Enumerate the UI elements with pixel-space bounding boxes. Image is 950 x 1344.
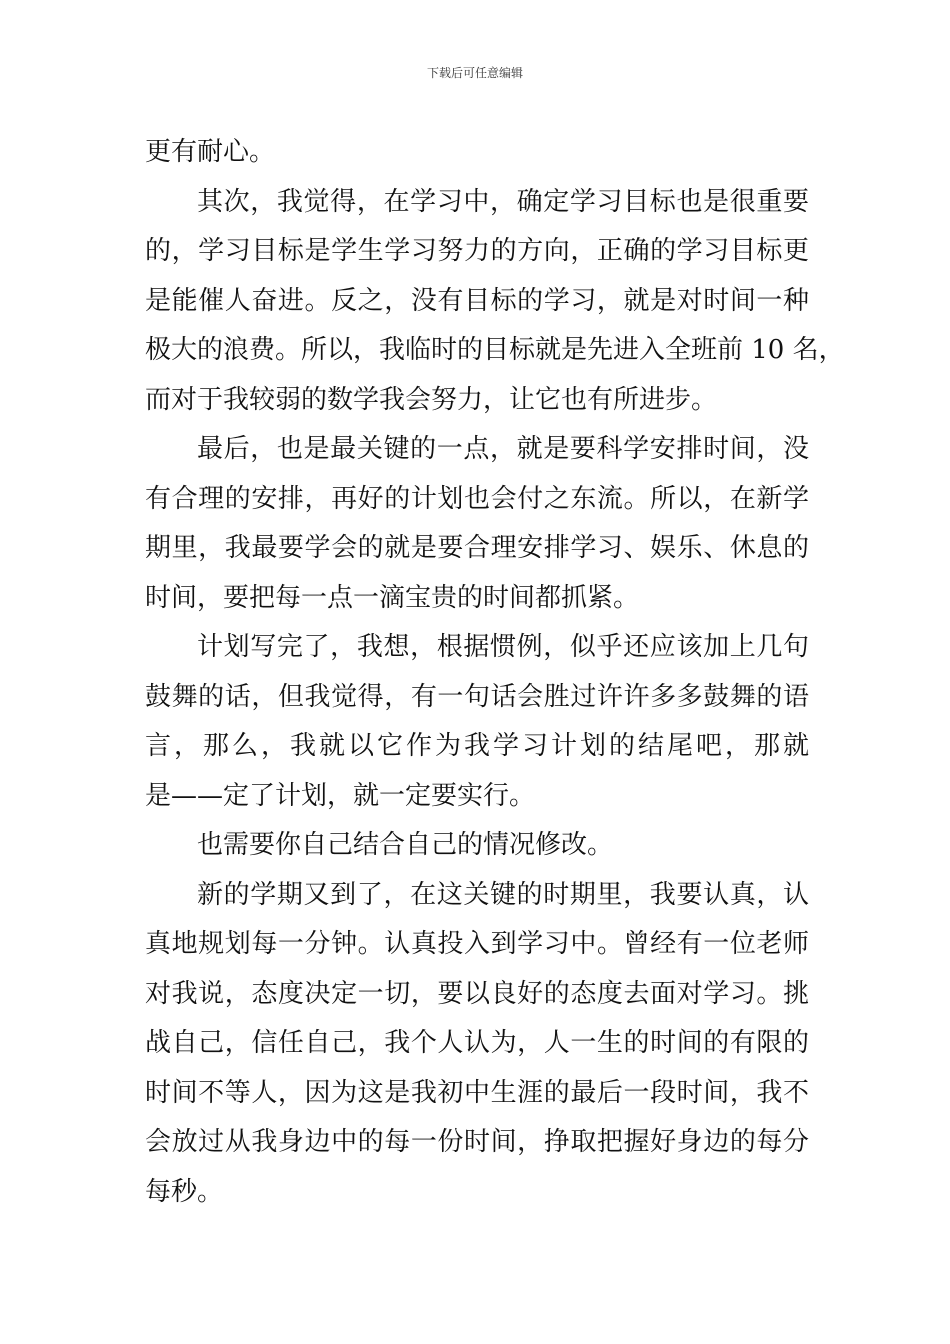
text-line: 是能催人奋进。反之，没有目标的学习，就是对时间一种 — [145, 285, 809, 316]
document-body — [145, 128, 845, 1217]
text-line: 战自己，信任自己，我个人认为，人一生的时间的有限的 — [145, 1028, 809, 1058]
text-line: 期里，我最要学会的就是要合理安排学习、娱乐、休息的 — [145, 533, 809, 563]
paragraph-start-line: 计划写完了，我想，根据惯例，似乎还应该加上几句 — [197, 632, 809, 662]
text-line: 会放过从我身边中的每一份时间，挣取把握好身边的每分 — [145, 1127, 809, 1157]
text-line: 而对于我较弱的数学我会努力，让它也有所进步。 — [145, 384, 718, 415]
paragraph-start-line: 最后，也是最关键的一点，就是要科学安排时间，没 — [197, 434, 809, 464]
text-line: 言，那么，我就以它作为我学习计划的结尾吧，那就 — [145, 731, 809, 761]
text-line: 时间，要把每一点一滴宝贵的时间都抓紧。 — [145, 582, 640, 613]
text-line: 更有耐心。 — [145, 137, 276, 167]
page-header: 下载后可任意编辑 — [426, 66, 523, 80]
text-line: 有合理的安排，再好的计划也会付之东流。所以，在新学 — [145, 483, 809, 514]
text-line: 是——定了计划，就一定要实行。 — [145, 780, 536, 811]
text-line: 真地规划每一分钟。认真投入到学习中。曾经有一位老师 — [145, 929, 809, 959]
text-line: 每秒。 — [145, 1176, 224, 1207]
text-line: 的，学习目标是学生学习努力的方向，正确的学习目标更 — [145, 236, 809, 266]
paragraph-start-line: 其次，我觉得，在学习中，确定学习目标也是很重要 — [197, 186, 809, 217]
text-line: 极大的浪费。所以，我临时的目标就是先进入全班前 10 名， — [145, 335, 845, 365]
paragraph-start-line: 也需要你自己结合自己的情况修改。 — [197, 830, 614, 860]
paragraph-start-line: 新的学期又到了，在这关键的时期里，我要认真，认 — [197, 879, 809, 910]
text-line: 对我说，态度决定一切，要以良好的态度去面对学习。挑 — [145, 978, 809, 1009]
text-line: 鼓舞的话，但我觉得，有一句话会胜过许许多多鼓舞的语 — [145, 681, 809, 712]
text-line: 时间不等人，因为这是我初中生涯的最后一段时间，我不 — [145, 1077, 809, 1108]
